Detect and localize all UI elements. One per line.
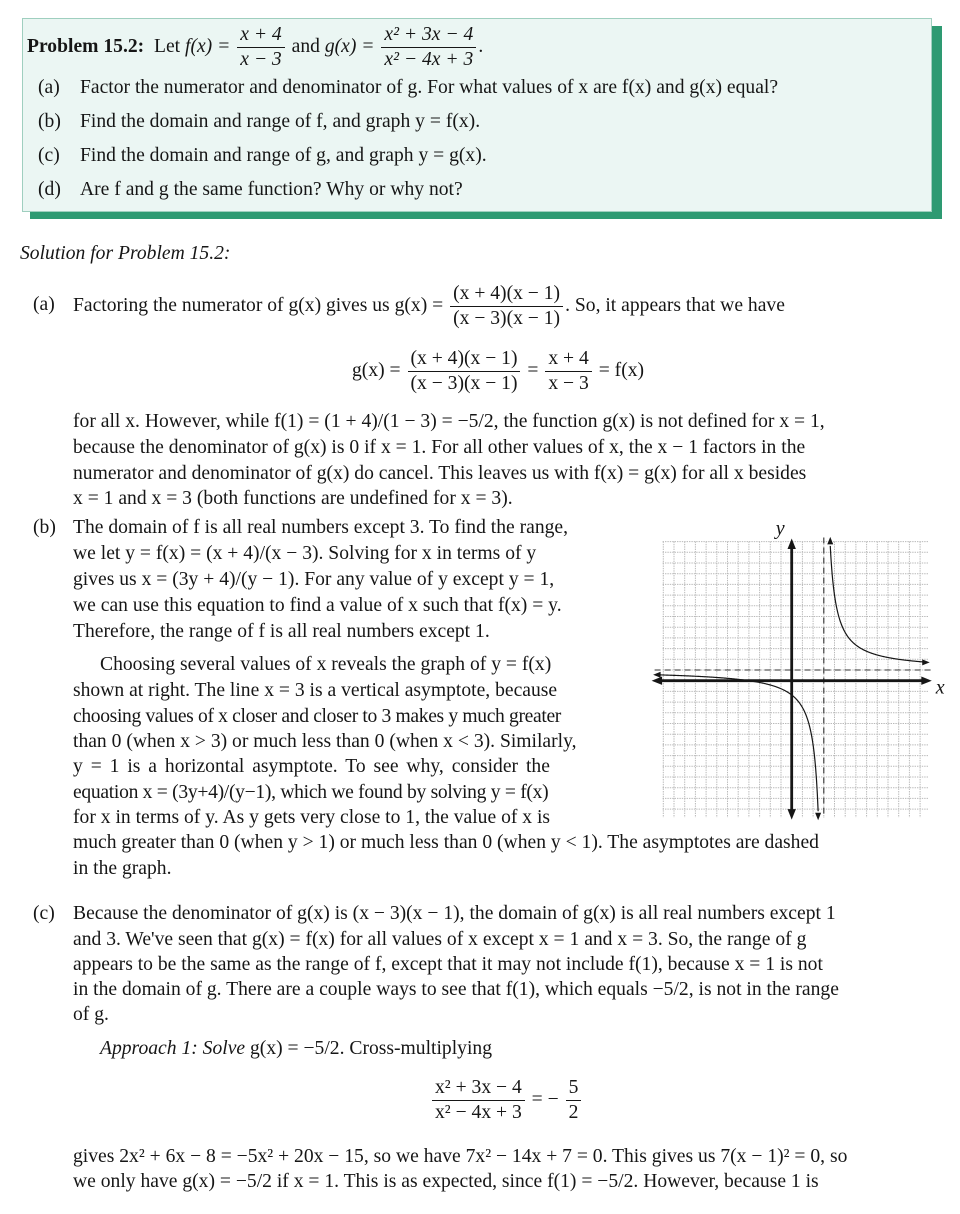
sol-b-text-line: Therefore, the range of f is all real numbers except 1. xyxy=(73,621,490,642)
f-denominator: x − 3 xyxy=(240,49,282,70)
frac-denominator: (x − 3)(x − 1) xyxy=(410,373,518,394)
sol-b-para-line: in the graph. xyxy=(73,858,172,879)
part-a-label: (a) xyxy=(38,77,60,98)
frac-denominator: (x − 3)(x − 1) xyxy=(453,308,561,329)
g-numerator: x² + 3x − 4 xyxy=(381,23,476,48)
eq-rhs-fraction xyxy=(566,1076,582,1125)
g-denominator: x² − 4x + 3 xyxy=(384,49,474,70)
part-d-text: Are f and g the same function? Why or why not? xyxy=(80,179,463,200)
sol-c-text-line: in the domain of g. There are a couple ways to see that f(1), which equals −5/2, is not in the range xyxy=(73,979,839,1000)
sol-b-para-line: Choosing several values of x reveals the graph of y = f(x) xyxy=(100,654,552,675)
part-b-text: Find the domain and range of f, and graph y = f(x). xyxy=(80,111,481,132)
axes xyxy=(652,538,932,819)
sol-b-text-line: we can use this equation to find a value of x such that f(x) = y. xyxy=(73,595,562,616)
solution-header: Solution for Problem 15.2: xyxy=(20,243,231,264)
frac-denominator: x − 3 xyxy=(548,373,589,394)
curve-right-arrow-up xyxy=(827,537,833,545)
sol-c-text-line: gives 2x² + 6x − 8 = −5x² + 20x − 15, so we have 7x² − 14x + 7 = 0. This gives us 7(x − 1)² = 0, so xyxy=(73,1146,848,1167)
sol-b-para-line: choosing values of x closer and closer to 3 makes y much greater xyxy=(73,706,561,727)
sol-a-line1-post: . So, it appears that we have xyxy=(565,295,785,316)
approach-1-equation xyxy=(430,1074,583,1126)
curve-left-branch xyxy=(656,675,818,811)
sol-a-text-line: x = 1 and x = 3 (both functions are undefined for x = 3). xyxy=(73,488,513,509)
sol-c-label: (c) xyxy=(33,903,55,924)
frac-numerator: (x + 4)(x − 1) xyxy=(450,282,563,307)
approach-1-text: g(x) = −5/2. Cross-multiplying xyxy=(245,1038,492,1059)
frac-denominator: x² − 4x + 3 xyxy=(435,1102,522,1123)
sol-b-para-line: equation x = (3y+4)/(y−1), which we found by solving y = f(x) xyxy=(73,782,549,803)
eq-equals-minus: = − xyxy=(531,1089,559,1110)
sol-c-text-line: and 3. We've seen that g(x) = f(x) for all values of x except x = 1 and x = 3. So, the range of g xyxy=(73,929,807,950)
frac-numerator: (x + 4)(x − 1) xyxy=(408,347,521,372)
curve-right-branch xyxy=(830,546,926,662)
sol-b-para-line: y = 1 is a horizontal asymptote. To see why, consider the xyxy=(73,756,550,777)
sol-a-line1-pre: Factoring the numerator of g(x) gives us g(x) = xyxy=(73,295,444,316)
sol-c-text-line: we only have g(x) = −5/2 if x = 1. This is as expected, since f(1) = −5/2. However, because 1 is xyxy=(73,1171,819,1192)
sol-b-text-line: we let y = f(x) = (x + 4)/(x − 3). Solving for x in terms of y xyxy=(73,543,537,564)
curve-right-arrow-right xyxy=(922,659,930,665)
approach-1-line xyxy=(100,1037,492,1061)
eq-fraction-2 xyxy=(545,347,591,396)
f-label: f(x) = xyxy=(185,36,231,57)
eq-rhs: = f(x) xyxy=(598,360,645,381)
curve-left-arrow-down xyxy=(815,813,821,821)
sol-a-text-line: for all x. However, while f(1) = (1 + 4)/(1 − 3) = −5/2, the function g(x) is not defined for x = 1, xyxy=(73,411,825,432)
frac-numerator: x² + 3x − 4 xyxy=(432,1076,525,1101)
eq-fraction-1 xyxy=(408,347,521,396)
x-axis-arrow-right xyxy=(921,677,932,685)
sol-b-para-line: much greater than 0 (when y > 1) or much less than 0 (when y < 1). The asymptotes are dashed xyxy=(73,832,819,853)
sol-b-para-line: than 0 (when x > 3) or much less than 0 (when x < 3). Similarly, xyxy=(73,731,577,752)
x-axis-label: x xyxy=(935,676,945,699)
sol-b-para-line: shown at right. The line x = 3 is a vertical asymptote, because xyxy=(73,680,558,701)
g-label: g(x) = xyxy=(324,36,375,57)
y-axis-arrow-up xyxy=(788,538,796,549)
frac-numerator: 5 xyxy=(566,1076,582,1101)
g-fraction xyxy=(381,23,476,72)
part-d-label: (d) xyxy=(38,179,61,200)
sol-c-text-line: of g. xyxy=(73,1004,109,1025)
sol-a-display-equation xyxy=(352,345,644,397)
and-word: and xyxy=(291,36,320,57)
curve-left-arrow-left xyxy=(653,672,661,678)
frac-numerator: x + 4 xyxy=(545,347,591,372)
f-fraction xyxy=(237,23,285,72)
x-axis-arrow-left xyxy=(652,677,663,685)
sol-c-text-line: Because the denominator of g(x) is (x − 3)(x − 1), the domain of g(x) is all real numbers except 1 xyxy=(73,903,836,924)
period: . xyxy=(478,36,484,57)
function-graph xyxy=(640,510,960,830)
problem-statement xyxy=(27,20,483,74)
sol-b-label: (b) xyxy=(33,517,56,538)
f-numerator: x + 4 xyxy=(237,23,285,48)
y-axis-arrow-down xyxy=(788,809,796,820)
sol-a-line1 xyxy=(73,280,785,332)
let-word: Let xyxy=(153,36,181,57)
sol-b-text-line: The domain of f is all real numbers except 3. To find the range, xyxy=(73,517,569,538)
sol-a-text-line: numerator and denominator of g(x) do cancel. This leaves us with f(x) = g(x) for all x besides xyxy=(73,463,807,484)
eq-lhs: g(x) = xyxy=(352,360,401,381)
problem-heading: Problem 15.2: xyxy=(27,36,145,57)
part-a-text: Factor the numerator and denominator of g. For what values of x are f(x) and g(x) equal? xyxy=(80,77,779,98)
sol-b-text-line: gives us x = (3y + 4)/(y − 1). For any value of y except y = 1, xyxy=(73,569,555,590)
sol-a-label: (a) xyxy=(33,294,55,315)
part-b-label: (b) xyxy=(38,111,61,132)
sol-a-fraction xyxy=(450,282,563,331)
part-c-text: Find the domain and range of g, and graph y = g(x). xyxy=(80,145,487,166)
frac-denominator: 2 xyxy=(568,1102,579,1123)
eq-equals: = xyxy=(527,360,539,381)
sol-c-text-line: appears to be the same as the range of f, except that it may not include f(1), because x = 1 is not xyxy=(73,954,823,975)
y-axis-label: y xyxy=(775,517,785,540)
sol-a-text-line: because the denominator of g(x) is 0 if x = 1. For all other values of x, the x − 1 factors in the xyxy=(73,437,806,458)
part-c-label: (c) xyxy=(38,145,60,166)
approach-1-title: Approach 1: Solve xyxy=(100,1038,246,1059)
sol-b-para-line: for x in terms of y. As y gets very close to 1, the value of x is xyxy=(73,807,551,828)
eq-lhs-fraction xyxy=(432,1076,525,1125)
